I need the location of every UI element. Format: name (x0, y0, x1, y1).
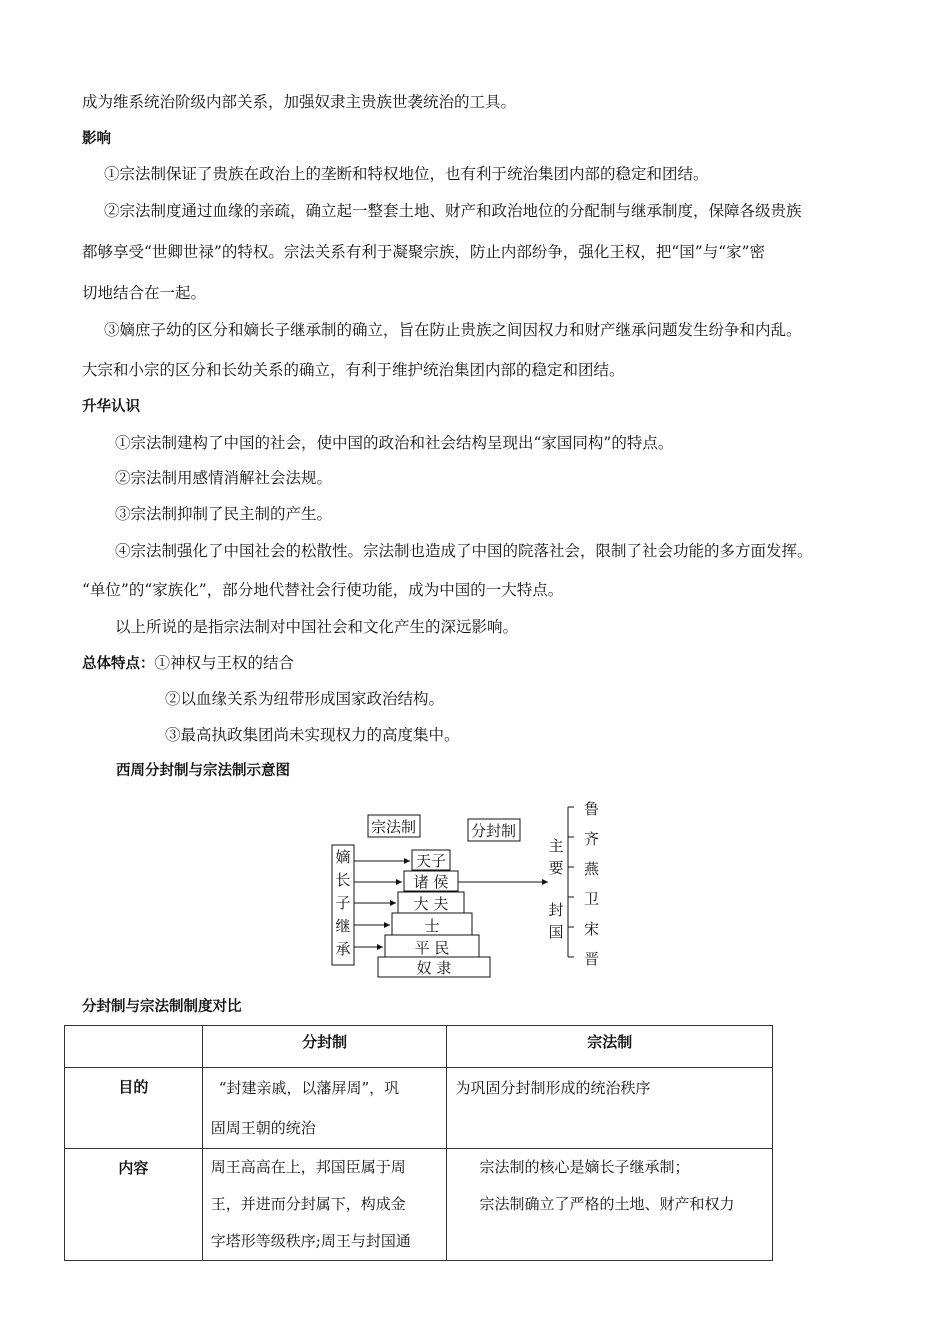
table-row-purpose (65, 1068, 773, 1149)
table-row-content (65, 1149, 773, 1261)
zongfa-label: 宗法制 (371, 818, 417, 836)
table-header-row (65, 1026, 773, 1068)
main-fief-char-2: 封 (548, 901, 564, 919)
state-2: 燕 (584, 860, 600, 878)
inherit-char-0: 嫡 (335, 848, 351, 866)
overall-item-3: ③最高执政集团尚未实现权力的高度集中。 (165, 726, 460, 744)
row-label-purpose: 目的 (65, 1068, 203, 1149)
row-label-content: 内容 (65, 1149, 203, 1261)
main-fief-char-0: 主 (548, 837, 564, 855)
sublimation-heading: 升华认识 (82, 399, 140, 415)
sublimation-p2: ②宗法制用感情消解社会法规。 (115, 469, 333, 487)
main-fief-char-3: 国 (548, 923, 564, 941)
tier-label-3: 士 (424, 917, 440, 935)
fenfeng-label: 分封制 (471, 822, 517, 840)
overall-item-1: ①神权与王权的结合 (154, 654, 295, 672)
sublimation-p4-line2: “单位”的“家族化”，部分地代替社会行使功能，成为中国的一大特点。 (82, 581, 564, 599)
tier-label-1: 诸 侯 (413, 873, 449, 891)
tier-label-0: 天子 (415, 852, 447, 870)
header-zongfa: 宗法制 (447, 1026, 773, 1068)
sublimation-p1: ①宗法制建构了中国的社会，使中国的政治和社会结构呈现出“家国同构”的特点。 (115, 434, 674, 452)
overall-item-2: ②以血缘关系为纽带形成国家政治结构。 (165, 690, 445, 708)
states-list (584, 800, 600, 968)
inherit-char-2: 子 (335, 894, 351, 912)
influence-p1: ①宗法制保证了贵族在政治上的垄断和特权地位，也有利于统治集团内部的稳定和团结。 (104, 165, 709, 183)
state-3: 卫 (584, 890, 600, 908)
header-empty (65, 1026, 203, 1068)
tier-label-4: 平 民 (414, 939, 450, 957)
inherit-char-3: 继 (335, 917, 351, 935)
states-bracket (568, 807, 574, 957)
feudal-clan-diagram (330, 795, 620, 980)
header-fenfeng: 分封制 (202, 1026, 447, 1068)
influence-p2-line3: 切地结合在一起。 (82, 284, 207, 302)
hierarchy-pyramid (378, 850, 490, 977)
content-fenfeng: 周王高高在上，邦国臣属于周 王，并进而分封属下，构成金 字塔形等级秩序;周王与封国通 (202, 1149, 447, 1261)
inherit-char-1: 长 (335, 871, 351, 889)
sublimation-p4-line1: ④宗法制强化了中国社会的松散性。宗法制也造成了中国的院落社会，限制了社会功能的多方面发挥。 (115, 542, 813, 560)
state-0: 鲁 (584, 800, 600, 818)
influence-heading: 影响 (82, 131, 111, 147)
comparison-table (64, 1025, 773, 1261)
state-1: 齐 (584, 830, 600, 848)
tier-label-2: 大 夫 (413, 895, 449, 913)
purpose-fenfeng: “封建亲戚，以藩屏周”，巩 固周王朝的统治 (202, 1068, 447, 1149)
influence-p2-line1: ②宗法制度通过血缘的亲疏，确立起一整套土地、财产和政治地位的分配制与继承制度，保障各级贵族 (104, 202, 802, 220)
influence-p2-line2: 都够享受“世卿世禄”的特权。宗法关系有利于凝聚宗族，防止内部纷争，强化王权，把“国”与“家”密 (82, 243, 766, 261)
tier-label-5: 奴 隶 (416, 959, 452, 977)
inherit-char-4: 承 (335, 940, 351, 958)
influence-p3-line2: 大宗和小宗的区分和长幼关系的确立，有利于维护统治集团内部的稳定和团结。 (82, 361, 625, 379)
sublimation-p3: ③宗法制抑制了民主制的产生。 (115, 505, 333, 523)
intro-line: 成为维系统治阶级内部关系，加强奴隶主贵族世袭统治的工具。 (82, 93, 517, 111)
main-fief-label (548, 837, 563, 941)
sublimation-p5: 以上所说的是指宗法制对中国社会和文化产生的深远影响。 (115, 618, 519, 636)
diagram-title: 西周分封制与宗法制示意图 (116, 763, 290, 779)
content-zongfa: 宗法制的核心是嫡长子继承制； 宗法制确立了严格的土地、财产和权力 (447, 1149, 773, 1261)
inherit-column (335, 848, 350, 958)
comparison-title: 分封制与宗法制制度对比 (82, 999, 242, 1015)
state-4: 宋 (584, 920, 600, 938)
state-5: 晋 (584, 950, 600, 968)
main-fief-char-1: 要 (548, 859, 564, 877)
purpose-zongfa: 为巩固分封制形成的统治秩序 (447, 1068, 773, 1149)
influence-p3-line1: ③嫡庶子幼的区分和嫡长子继承制的确立，旨在防止贵族之间因权力和财产继承问题发生纷争和内乱。 (104, 321, 802, 339)
overall-features (82, 653, 294, 674)
overall-label: 总体特点： (82, 656, 155, 672)
